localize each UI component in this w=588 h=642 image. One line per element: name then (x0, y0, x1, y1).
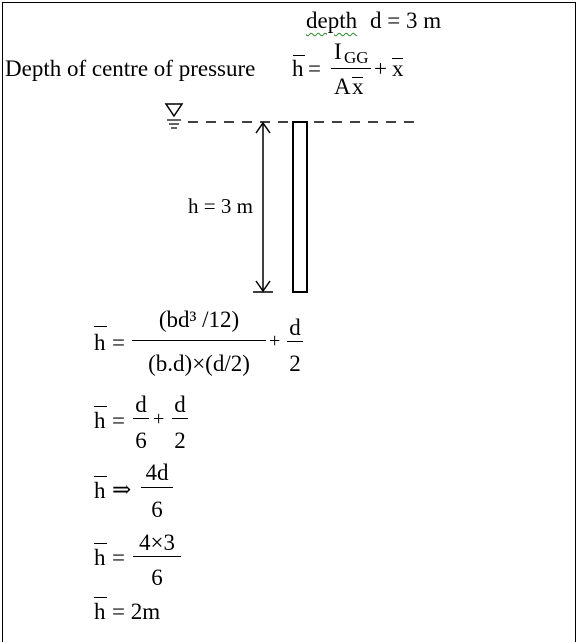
eq4-fraction-bar (133, 556, 181, 557)
cop-equals: = (308, 56, 321, 81)
eq5-h: h (94, 599, 106, 624)
eq1-numerator: (bd³ /12) (158, 307, 240, 332)
eq1-hbar (94, 326, 107, 327)
eq4-equals: = (112, 545, 125, 570)
eq4-hbar (94, 543, 107, 544)
cop-num-sub: GG (344, 48, 369, 67)
eq4-den: 6 (151, 565, 163, 590)
cop-hbar: h (292, 56, 304, 81)
eq3-den: 6 (151, 497, 163, 522)
eq4-h: h (94, 545, 106, 570)
eq1-denominator: (b.d)×(d/2) (148, 351, 250, 376)
eq5-hbar (94, 597, 107, 598)
water-surface-icon (166, 104, 182, 128)
eq1-plus: + (269, 330, 281, 352)
eq1-h: h (94, 330, 106, 355)
eq3-h: h (94, 478, 106, 503)
eq3-implies: ⇒ (112, 477, 132, 502)
eq2-frac1-bar (133, 418, 149, 419)
eq1-frac2-num: d (289, 315, 301, 340)
eq2-h: h (94, 408, 106, 433)
cop-den-x: x (352, 74, 364, 99)
eq5-result: = 2m (112, 599, 161, 624)
eq2-plus: + (153, 408, 165, 430)
eq2-frac1-den: 6 (135, 428, 147, 453)
eq1-equals: = (112, 330, 125, 355)
cop-den-a: A (334, 74, 351, 99)
diagram-depth-label: h = 3 m (188, 194, 253, 218)
cop-xbar: x (392, 56, 404, 81)
eq3-fraction-bar (141, 487, 173, 488)
depth-word: depth (306, 8, 358, 33)
cop-num-i: I (334, 39, 342, 64)
depth-equation: d = 3 m (370, 8, 442, 33)
cop-plus: + (374, 56, 387, 81)
eq2-frac2-num: d (174, 392, 186, 417)
eq2-hbar (94, 406, 107, 407)
eq4-num: 4×3 (139, 530, 175, 555)
eq3-hbar (94, 476, 107, 477)
eq2-equals: = (112, 408, 125, 433)
cop-label: Depth of centre of pressure (5, 56, 256, 81)
eq2-frac2-bar (172, 418, 188, 419)
eq1-fraction-bar (132, 340, 266, 341)
plate-rect (293, 122, 307, 292)
eq2-frac1-num: d (135, 392, 147, 417)
eq1-frac2-bar (287, 341, 303, 342)
eq1-frac2-den: 2 (289, 351, 301, 376)
eq3-num: 4d (145, 460, 169, 485)
eq2-frac2-den: 2 (174, 428, 186, 453)
